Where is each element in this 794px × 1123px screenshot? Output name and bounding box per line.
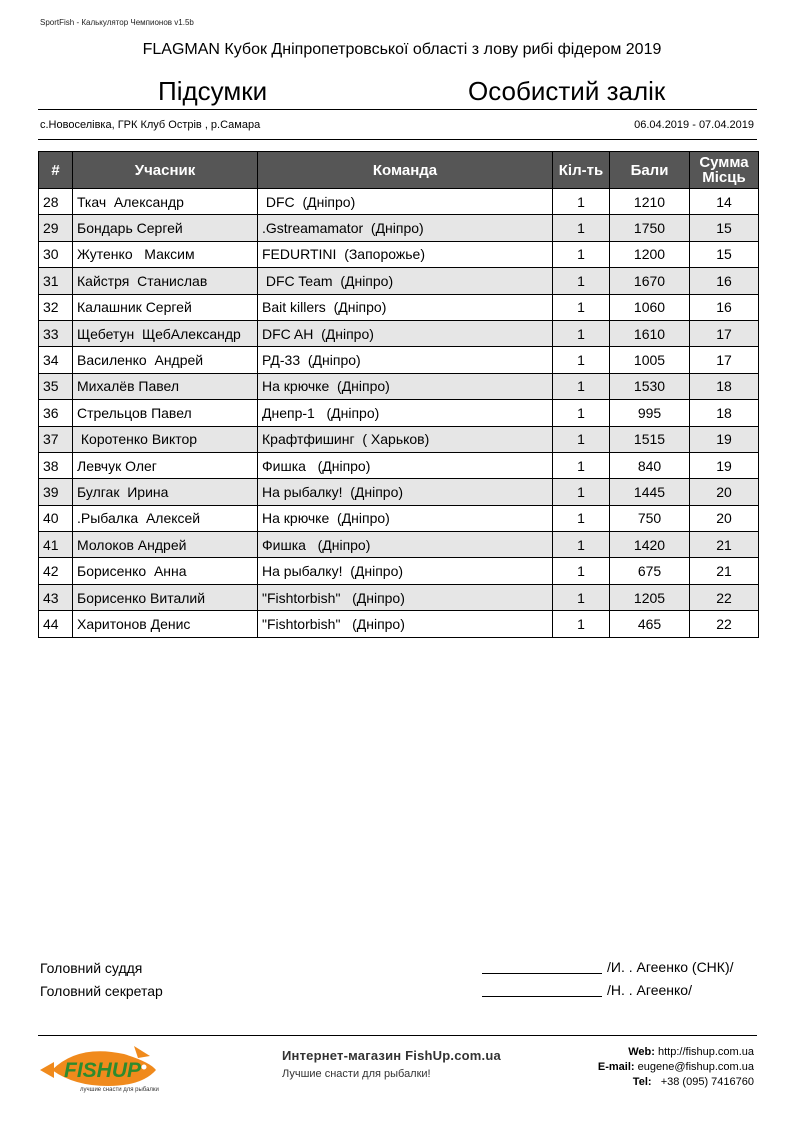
cell-team: FEDURTINI (Запорожье) [258,241,553,267]
cell-sum: 14 [690,189,759,215]
cell-num: 35 [39,373,73,399]
cell-num: 41 [39,532,73,558]
cell-participant: Кайстря Станислав [73,268,258,294]
shop-name: Интернет-магазин FishUp.com.ua [282,1048,501,1063]
column-header-sum-line2: Місць [702,169,746,186]
cell-team: На рыбалку! (Дніпро) [258,558,553,584]
cell-count: 1 [553,268,610,294]
cell-points: 1750 [610,215,690,241]
cell-points: 465 [610,611,690,637]
table-row [39,532,759,558]
cell-participant: Калашник Сергей [73,294,258,320]
table-row [39,584,759,610]
svg-text:FISHUP: FISHUP [64,1059,142,1082]
standings-heading: Особистий залік [468,76,666,106]
cell-sum: 20 [690,505,759,531]
column-header-team: Команда [258,152,553,189]
column-header-sum [690,152,759,189]
cell-participant: Ткач Александр [73,189,258,215]
cell-points: 1610 [610,320,690,346]
cell-team: Bait killers (Дніпро) [258,294,553,320]
cell-sum: 16 [690,268,759,294]
column-header-sum-line1: Сумма [699,154,749,171]
table-row [39,347,759,373]
cell-points: 1670 [610,268,690,294]
cell-count: 1 [553,532,610,558]
cell-count: 1 [553,558,610,584]
column-header-participant: Учасник [73,152,258,189]
cell-count: 1 [553,347,610,373]
cell-team: На крючке (Дніпро) [258,373,553,399]
cell-participant: Щебетун ЩебАлександр [73,320,258,346]
judge-signature-line [482,973,602,974]
divider [38,109,757,110]
cell-count: 1 [553,505,610,531]
cell-sum: 20 [690,479,759,505]
cell-num: 43 [39,584,73,610]
app-title: SportFish - Калькулятор Чемпионов v1.5b [40,18,194,27]
cell-sum: 16 [690,294,759,320]
table-row [39,611,759,637]
cell-team: DFC (Дніпро) [258,189,553,215]
cell-num: 30 [39,241,73,267]
cell-points: 1200 [610,241,690,267]
results-heading: Підсумки [158,76,268,106]
cell-count: 1 [553,373,610,399]
cell-participant: Коротенко Виктор [73,426,258,452]
cell-num: 40 [39,505,73,531]
cell-team: Фишка (Дніпро) [258,532,553,558]
event-dates: 06.04.2019 - 07.04.2019 [634,119,754,131]
svg-text:лучшие снасти для рыбалки: лучшие снасти для рыбалки [80,1087,159,1093]
cell-num: 36 [39,400,73,426]
cell-team: .Gstreamamator (Дніпро) [258,215,553,241]
cell-participant: Борисенко Виталий [73,584,258,610]
cell-points: 995 [610,400,690,426]
cell-count: 1 [553,426,610,452]
cell-count: 1 [553,611,610,637]
contacts [598,1045,754,1090]
cell-num: 28 [39,189,73,215]
cell-count: 1 [553,241,610,267]
web-label: Web: [628,1046,655,1058]
cell-team: РД-33 (Дніпро) [258,347,553,373]
table-header-row [39,152,759,189]
table-row [39,400,759,426]
cell-num: 34 [39,347,73,373]
cell-points: 840 [610,452,690,478]
cell-points: 675 [610,558,690,584]
cell-count: 1 [553,320,610,346]
fish-logo-icon [38,1040,168,1094]
secretary-signature-line [482,996,602,997]
cell-num: 39 [39,479,73,505]
table-row [39,215,759,241]
cell-sum: 22 [690,584,759,610]
cell-num: 38 [39,452,73,478]
shop-tagline: Лучшие снасти для рыбалки! [282,1068,431,1080]
cell-team: На крючке (Дніпро) [258,505,553,531]
cell-num: 44 [39,611,73,637]
cell-sum: 17 [690,320,759,346]
contact-tel [598,1075,754,1090]
cell-points: 1205 [610,584,690,610]
cell-sum: 19 [690,452,759,478]
cell-participant: Бондарь Сергей [73,215,258,241]
table-row [39,426,759,452]
cell-sum: 17 [690,347,759,373]
table-row [39,189,759,215]
cell-team: На рыбалку! (Дніпро) [258,479,553,505]
cell-participant: Молоков Андрей [73,532,258,558]
cell-participant: Василенко Андрей [73,347,258,373]
cell-count: 1 [553,294,610,320]
table-row [39,373,759,399]
column-header-points: Бали [610,152,690,189]
cell-team: Днепр-1 (Дніпро) [258,400,553,426]
table-row [39,294,759,320]
secretary-label: Головний секретар [40,983,163,999]
cell-team: Крафтфишинг ( Харьков) [258,426,553,452]
cell-num: 29 [39,215,73,241]
table-row [39,558,759,584]
cell-count: 1 [553,400,610,426]
column-header-count: Кіл-ть [553,152,610,189]
cell-participant: Борисенко Анна [73,558,258,584]
cell-team: Фишка (Дніпро) [258,452,553,478]
cell-points: 1515 [610,426,690,452]
web-value[interactable]: http://fishup.com.ua [658,1046,754,1058]
cell-sum: 21 [690,532,759,558]
cell-sum: 22 [690,611,759,637]
table-row [39,320,759,346]
judge-name: /И. . Агеенко (СНК)/ [607,959,734,975]
fishup-logo [38,1040,168,1094]
table-row [39,505,759,531]
divider [38,139,757,140]
cell-team: "Fishtorbish" (Дніпро) [258,584,553,610]
secretary-name: /Н. . Агеенко/ [607,982,692,998]
cell-points: 1420 [610,532,690,558]
cell-points: 1210 [610,189,690,215]
cell-team: DFC AH (Дніпро) [258,320,553,346]
table-row [39,452,759,478]
cell-count: 1 [553,189,610,215]
cell-points: 1445 [610,479,690,505]
cell-sum: 18 [690,373,759,399]
cell-sum: 21 [690,558,759,584]
cell-participant: Харитонов Денис [73,611,258,637]
column-header-num: # [39,152,73,189]
tel-label: Tel: [632,1076,652,1088]
cell-sum: 19 [690,426,759,452]
cell-points: 1005 [610,347,690,373]
cell-participant: Стрельцов Павел [73,400,258,426]
cell-count: 1 [553,584,610,610]
contact-email [598,1060,754,1075]
table-row [39,479,759,505]
cell-participant: Жутенко Максим [73,241,258,267]
email-label: E-mail: [597,1061,635,1073]
cell-num: 42 [39,558,73,584]
venue: с.Новоселівка, ГРК Клуб Острів , р.Самара [40,119,261,131]
cell-num: 31 [39,268,73,294]
cell-team: "Fishtorbish" (Дніпро) [258,611,553,637]
cell-num: 37 [39,426,73,452]
cell-participant: .Рыбалка Алексей [73,505,258,531]
cell-participant: Булгак Ирина [73,479,258,505]
table-row [39,241,759,267]
cell-points: 750 [610,505,690,531]
judge-label: Головний суддя [40,960,143,976]
contact-web [598,1045,754,1060]
cell-sum: 15 [690,215,759,241]
event-title: FLAGMAN Кубок Дніпропетровської області з лову рибі фідером 2019 [142,41,662,58]
cell-count: 1 [553,479,610,505]
cell-sum: 18 [690,400,759,426]
cell-participant: Михалёв Павел [73,373,258,399]
results-table [38,151,759,638]
cell-team: DFC Team (Дніпро) [258,268,553,294]
cell-num: 33 [39,320,73,346]
tel-value: +38 (095) 7416760 [660,1076,754,1088]
cell-count: 1 [553,215,610,241]
table-row [39,268,759,294]
cell-count: 1 [553,452,610,478]
cell-points: 1060 [610,294,690,320]
email-value[interactable]: eugene@fishup.com.ua [637,1061,754,1073]
cell-points: 1530 [610,373,690,399]
cell-num: 32 [39,294,73,320]
footer-divider [38,1035,757,1036]
cell-sum: 15 [690,241,759,267]
cell-participant: Левчук Олег [73,452,258,478]
